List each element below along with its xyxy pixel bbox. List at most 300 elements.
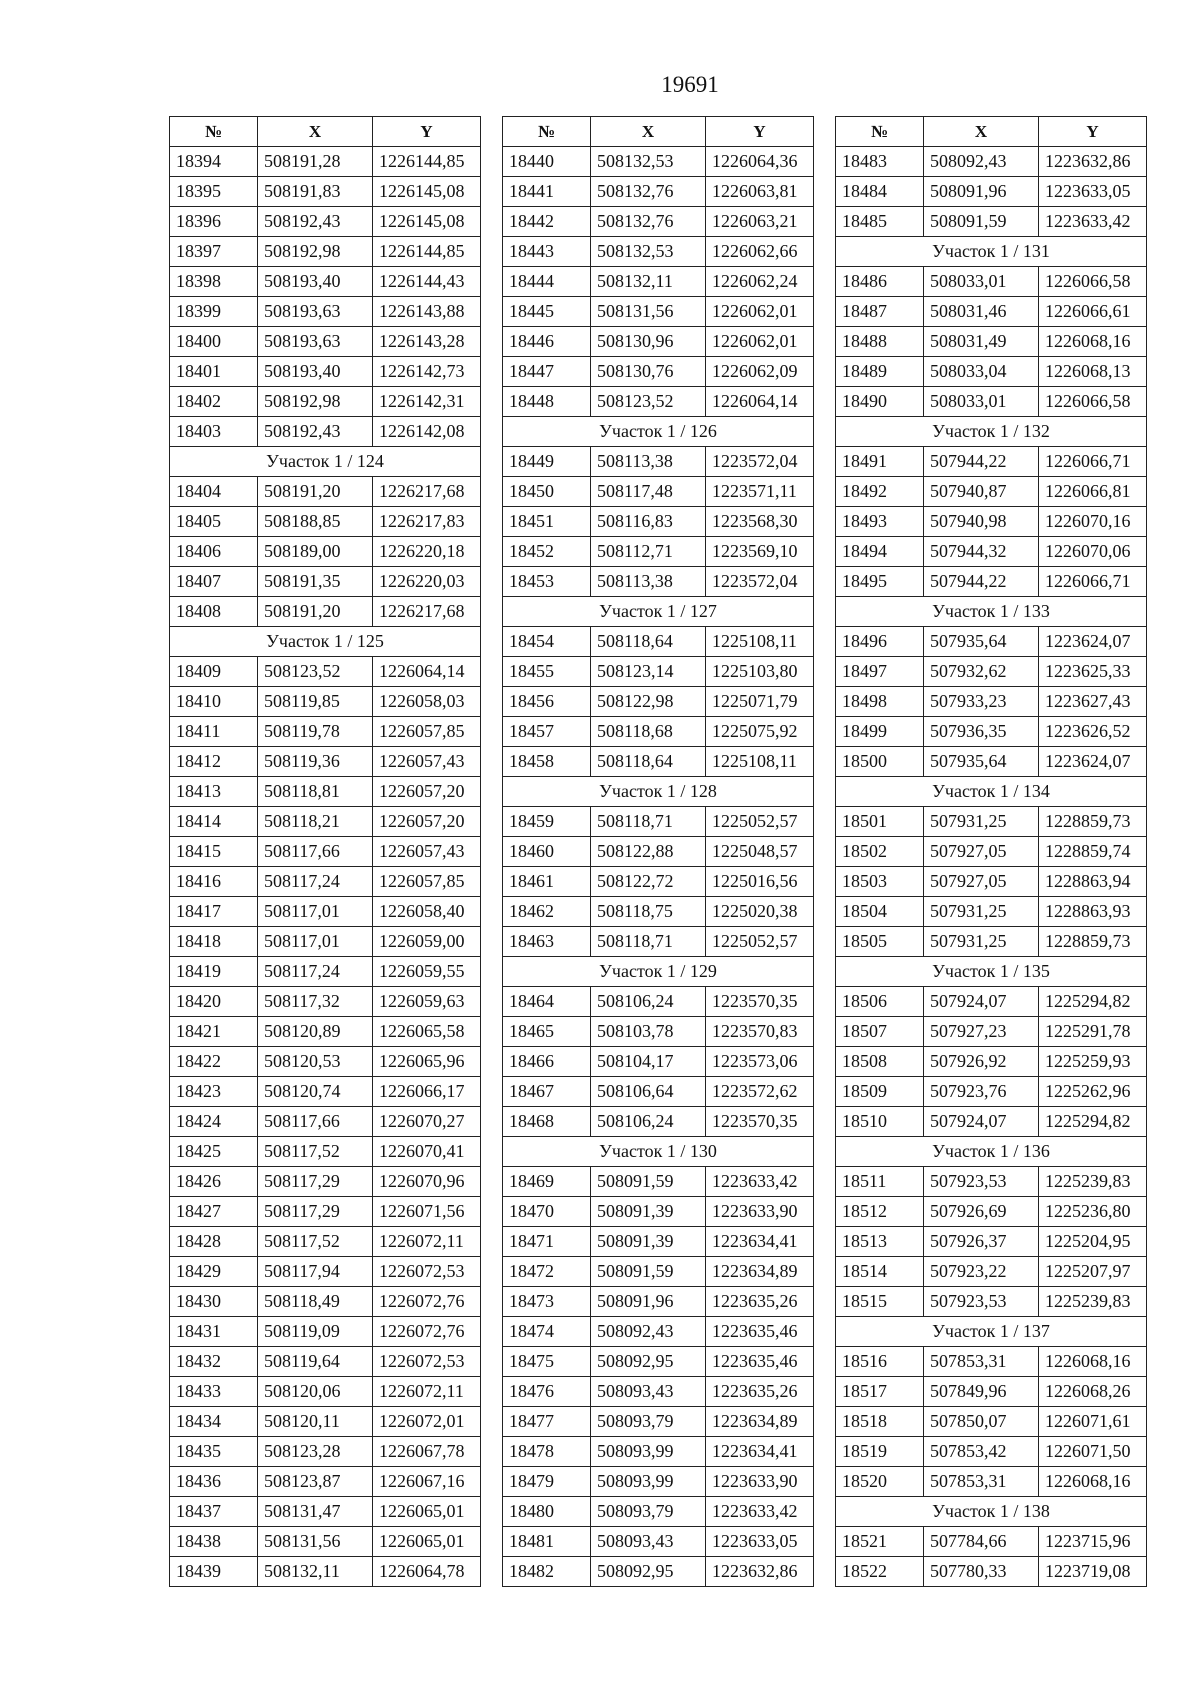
table-row	[170, 1077, 481, 1107]
point-number-cell: 18422	[170, 1047, 258, 1077]
x-coordinate-cell: 508120,06	[258, 1377, 373, 1407]
point-number-cell: 18452	[503, 537, 591, 567]
y-coordinate-cell: 1226070,06	[1039, 537, 1147, 567]
table-row	[170, 1467, 481, 1497]
table-row	[836, 1017, 1147, 1047]
section-row	[503, 1137, 814, 1167]
table-row	[836, 537, 1147, 567]
x-coordinate-cell: 508117,66	[258, 1107, 373, 1137]
point-number-cell: 18457	[503, 717, 591, 747]
point-number-cell: 18411	[170, 717, 258, 747]
table-row	[503, 1107, 814, 1137]
y-coordinate-cell: 1226072,11	[373, 1377, 481, 1407]
x-coordinate-cell: 507927,05	[924, 867, 1039, 897]
y-coordinate-cell: 1226142,31	[373, 387, 481, 417]
x-coordinate-cell: 508106,64	[591, 1077, 706, 1107]
section-row	[170, 447, 481, 477]
point-number-cell: 18432	[170, 1347, 258, 1377]
y-coordinate-cell: 1226063,21	[706, 207, 814, 237]
table-row	[836, 807, 1147, 837]
y-coordinate-cell: 1223626,52	[1039, 717, 1147, 747]
y-coordinate-cell: 1225103,80	[706, 657, 814, 687]
point-number-cell: 18460	[503, 837, 591, 867]
y-coordinate-cell: 1226067,16	[373, 1467, 481, 1497]
point-number-cell: 18481	[503, 1527, 591, 1557]
table-row	[170, 267, 481, 297]
table-header-row	[170, 117, 481, 147]
point-number-cell: 18512	[836, 1197, 924, 1227]
point-number-cell: 18398	[170, 267, 258, 297]
y-coordinate-cell: 1225236,80	[1039, 1197, 1147, 1227]
point-number-cell: 18489	[836, 357, 924, 387]
point-number-cell: 18396	[170, 207, 258, 237]
table-row	[836, 207, 1147, 237]
point-number-cell: 18507	[836, 1017, 924, 1047]
x-coordinate-cell: 508106,24	[591, 1107, 706, 1137]
table-row	[503, 507, 814, 537]
point-number-cell: 18444	[503, 267, 591, 297]
y-coordinate-cell: 1226057,20	[373, 777, 481, 807]
x-coordinate-cell: 507944,22	[924, 447, 1039, 477]
y-coordinate-cell: 1223569,10	[706, 537, 814, 567]
y-coordinate-cell: 1228863,94	[1039, 867, 1147, 897]
x-coordinate-cell: 507932,62	[924, 657, 1039, 687]
point-number-cell: 18450	[503, 477, 591, 507]
header-x: X	[591, 117, 706, 147]
table-row	[503, 1227, 814, 1257]
section-row	[836, 417, 1147, 447]
point-number-cell: 18473	[503, 1287, 591, 1317]
point-number-cell: 18479	[503, 1467, 591, 1497]
table-row	[170, 1527, 481, 1557]
x-coordinate-cell: 508189,00	[258, 537, 373, 567]
y-coordinate-cell: 1223632,86	[1039, 147, 1147, 177]
y-coordinate-cell: 1225262,96	[1039, 1077, 1147, 1107]
x-coordinate-cell: 507927,05	[924, 837, 1039, 867]
y-coordinate-cell: 1223572,04	[706, 567, 814, 597]
y-coordinate-cell: 1225016,56	[706, 867, 814, 897]
point-number-cell: 18513	[836, 1227, 924, 1257]
x-coordinate-cell: 508192,43	[258, 207, 373, 237]
y-coordinate-cell: 1228859,74	[1039, 837, 1147, 867]
point-number-cell: 18408	[170, 597, 258, 627]
table-row	[836, 687, 1147, 717]
y-coordinate-cell: 1223570,83	[706, 1017, 814, 1047]
table-row	[170, 987, 481, 1017]
point-number-cell: 18416	[170, 867, 258, 897]
table-row	[836, 1347, 1147, 1377]
point-number-cell: 18413	[170, 777, 258, 807]
x-coordinate-cell: 508192,98	[258, 387, 373, 417]
y-coordinate-cell: 1226143,88	[373, 297, 481, 327]
table-row	[503, 207, 814, 237]
y-coordinate-cell: 1223570,35	[706, 987, 814, 1017]
table-row	[170, 387, 481, 417]
x-coordinate-cell: 508131,56	[258, 1527, 373, 1557]
point-number-cell: 18521	[836, 1527, 924, 1557]
point-number-cell: 18467	[503, 1077, 591, 1107]
x-coordinate-cell: 508123,52	[258, 657, 373, 687]
table-row	[836, 297, 1147, 327]
table-row	[170, 597, 481, 627]
header-y: Y	[706, 117, 814, 147]
point-number-cell: 18462	[503, 897, 591, 927]
point-number-cell: 18469	[503, 1167, 591, 1197]
table-row	[170, 657, 481, 687]
y-coordinate-cell: 1226066,61	[1039, 297, 1147, 327]
table-row	[503, 807, 814, 837]
x-coordinate-cell: 508193,63	[258, 327, 373, 357]
y-coordinate-cell: 1225052,57	[706, 927, 814, 957]
y-coordinate-cell: 1226057,43	[373, 747, 481, 777]
table-row	[503, 1527, 814, 1557]
y-coordinate-cell: 1228859,73	[1039, 927, 1147, 957]
section-row	[836, 597, 1147, 627]
x-coordinate-cell: 508120,11	[258, 1407, 373, 1437]
x-coordinate-cell: 508092,43	[591, 1317, 706, 1347]
y-coordinate-cell: 1226072,01	[373, 1407, 481, 1437]
table-row	[170, 1557, 481, 1587]
table-row	[836, 627, 1147, 657]
x-coordinate-cell: 508093,43	[591, 1527, 706, 1557]
point-number-cell: 18433	[170, 1377, 258, 1407]
page-number: 19691	[661, 72, 719, 97]
table-row	[170, 1317, 481, 1347]
table-row	[170, 687, 481, 717]
y-coordinate-cell: 1225108,11	[706, 747, 814, 777]
table-row	[503, 1377, 814, 1407]
x-coordinate-cell: 508092,95	[591, 1347, 706, 1377]
x-coordinate-cell: 508120,74	[258, 1077, 373, 1107]
section-title: Участок 1 / 129	[503, 957, 814, 987]
y-coordinate-cell: 1223633,90	[706, 1197, 814, 1227]
x-coordinate-cell: 508191,20	[258, 477, 373, 507]
x-coordinate-cell: 508123,28	[258, 1437, 373, 1467]
point-number-cell: 18509	[836, 1077, 924, 1107]
y-coordinate-cell: 1226064,78	[373, 1557, 481, 1587]
header-x: X	[258, 117, 373, 147]
point-number-cell: 18440	[503, 147, 591, 177]
x-coordinate-cell: 508132,76	[591, 177, 706, 207]
x-coordinate-cell: 507850,07	[924, 1407, 1039, 1437]
point-number-cell: 18518	[836, 1407, 924, 1437]
y-coordinate-cell: 1226058,40	[373, 897, 481, 927]
y-coordinate-cell: 1223634,89	[706, 1407, 814, 1437]
section-title: Участок 1 / 134	[836, 777, 1147, 807]
point-number-cell: 18494	[836, 537, 924, 567]
point-number-cell: 18437	[170, 1497, 258, 1527]
table-row	[836, 1527, 1147, 1557]
section-row	[836, 777, 1147, 807]
point-number-cell: 18465	[503, 1017, 591, 1047]
point-number-cell: 18453	[503, 567, 591, 597]
table-row	[503, 1407, 814, 1437]
y-coordinate-cell: 1223625,33	[1039, 657, 1147, 687]
section-title: Участок 1 / 133	[836, 597, 1147, 627]
y-coordinate-cell: 1223634,41	[706, 1437, 814, 1467]
point-number-cell: 18423	[170, 1077, 258, 1107]
header-number: №	[503, 117, 591, 147]
x-coordinate-cell: 507940,87	[924, 477, 1039, 507]
x-coordinate-cell: 507853,42	[924, 1437, 1039, 1467]
table-row	[170, 777, 481, 807]
point-number-cell: 18442	[503, 207, 591, 237]
point-number-cell: 18466	[503, 1047, 591, 1077]
x-coordinate-cell: 508119,09	[258, 1317, 373, 1347]
y-coordinate-cell: 1223624,07	[1039, 747, 1147, 777]
x-coordinate-cell: 508091,39	[591, 1227, 706, 1257]
point-number-cell: 18482	[503, 1557, 591, 1587]
section-row	[503, 777, 814, 807]
table-row	[503, 1167, 814, 1197]
table-row	[170, 1497, 481, 1527]
y-coordinate-cell: 1225108,11	[706, 627, 814, 657]
point-number-cell: 18503	[836, 867, 924, 897]
point-number-cell: 18418	[170, 927, 258, 957]
y-coordinate-cell: 1225207,97	[1039, 1257, 1147, 1287]
y-coordinate-cell: 1226142,73	[373, 357, 481, 387]
table-row	[836, 747, 1147, 777]
y-coordinate-cell: 1226144,85	[373, 147, 481, 177]
table-row	[170, 957, 481, 987]
x-coordinate-cell: 508104,17	[591, 1047, 706, 1077]
x-coordinate-cell: 508118,75	[591, 897, 706, 927]
x-coordinate-cell: 508033,04	[924, 357, 1039, 387]
table-row	[503, 987, 814, 1017]
table-row	[836, 177, 1147, 207]
x-coordinate-cell: 508091,59	[924, 207, 1039, 237]
x-coordinate-cell: 508122,72	[591, 867, 706, 897]
x-coordinate-cell: 508193,63	[258, 297, 373, 327]
point-number-cell: 18407	[170, 567, 258, 597]
table-row	[836, 147, 1147, 177]
table-row	[503, 1257, 814, 1287]
point-number-cell: 18402	[170, 387, 258, 417]
y-coordinate-cell: 1223572,04	[706, 447, 814, 477]
y-coordinate-cell: 1226066,17	[373, 1077, 481, 1107]
x-coordinate-cell: 508119,36	[258, 747, 373, 777]
x-coordinate-cell: 508117,66	[258, 837, 373, 867]
point-number-cell: 18459	[503, 807, 591, 837]
x-coordinate-cell: 507926,37	[924, 1227, 1039, 1257]
table-row	[170, 297, 481, 327]
point-number-cell: 18470	[503, 1197, 591, 1227]
table-row	[170, 207, 481, 237]
x-coordinate-cell: 508093,43	[591, 1377, 706, 1407]
x-coordinate-cell: 508118,64	[591, 747, 706, 777]
x-coordinate-cell: 508033,01	[924, 267, 1039, 297]
point-number-cell: 18400	[170, 327, 258, 357]
point-number-cell: 18480	[503, 1497, 591, 1527]
point-number-cell: 18463	[503, 927, 591, 957]
table-row	[503, 477, 814, 507]
point-number-cell: 18514	[836, 1257, 924, 1287]
x-coordinate-cell: 508118,81	[258, 777, 373, 807]
point-number-cell: 18517	[836, 1377, 924, 1407]
coordinates-table-1	[169, 116, 481, 1587]
y-coordinate-cell: 1226065,96	[373, 1047, 481, 1077]
table-row	[170, 567, 481, 597]
x-coordinate-cell: 508118,68	[591, 717, 706, 747]
x-coordinate-cell: 508191,83	[258, 177, 373, 207]
point-number-cell: 18488	[836, 327, 924, 357]
y-coordinate-cell: 1226064,14	[373, 657, 481, 687]
table-row	[836, 267, 1147, 297]
x-coordinate-cell: 508092,95	[591, 1557, 706, 1587]
x-coordinate-cell: 508091,39	[591, 1197, 706, 1227]
y-coordinate-cell: 1226145,08	[373, 177, 481, 207]
y-coordinate-cell: 1225048,57	[706, 837, 814, 867]
table-header-row	[836, 117, 1147, 147]
x-coordinate-cell: 508117,01	[258, 897, 373, 927]
table-row	[836, 1197, 1147, 1227]
table-row	[836, 1407, 1147, 1437]
point-number-cell: 18492	[836, 477, 924, 507]
x-coordinate-cell: 507931,25	[924, 927, 1039, 957]
y-coordinate-cell: 1226057,20	[373, 807, 481, 837]
header-y: Y	[373, 117, 481, 147]
x-coordinate-cell: 508033,01	[924, 387, 1039, 417]
x-coordinate-cell: 508117,29	[258, 1167, 373, 1197]
table-row	[170, 1347, 481, 1377]
point-number-cell: 18417	[170, 897, 258, 927]
x-coordinate-cell: 508119,78	[258, 717, 373, 747]
table-row	[170, 1257, 481, 1287]
y-coordinate-cell: 1225259,93	[1039, 1047, 1147, 1077]
y-coordinate-cell: 1225239,83	[1039, 1287, 1147, 1317]
table-row	[503, 327, 814, 357]
x-coordinate-cell: 508091,96	[591, 1287, 706, 1317]
table-row	[170, 1167, 481, 1197]
y-coordinate-cell: 1226066,81	[1039, 477, 1147, 507]
x-coordinate-cell: 507940,98	[924, 507, 1039, 537]
point-number-cell: 18468	[503, 1107, 591, 1137]
table-row	[836, 387, 1147, 417]
section-title: Участок 1 / 132	[836, 417, 1147, 447]
table-row	[503, 1287, 814, 1317]
table-row	[836, 1557, 1147, 1587]
table-row	[170, 1107, 481, 1137]
table-row	[503, 867, 814, 897]
point-number-cell: 18405	[170, 507, 258, 537]
table-row	[836, 657, 1147, 687]
point-number-cell: 18406	[170, 537, 258, 567]
y-coordinate-cell: 1228859,73	[1039, 807, 1147, 837]
point-number-cell: 18431	[170, 1317, 258, 1347]
y-coordinate-cell: 1223572,62	[706, 1077, 814, 1107]
point-number-cell: 18415	[170, 837, 258, 867]
y-coordinate-cell: 1225204,95	[1039, 1227, 1147, 1257]
point-number-cell: 18471	[503, 1227, 591, 1257]
table-row	[503, 1017, 814, 1047]
point-number-cell: 18491	[836, 447, 924, 477]
point-number-cell: 18496	[836, 627, 924, 657]
x-coordinate-cell: 508117,01	[258, 927, 373, 957]
x-coordinate-cell: 508093,99	[591, 1437, 706, 1467]
y-coordinate-cell: 1226059,63	[373, 987, 481, 1017]
table-row	[170, 837, 481, 867]
point-number-cell: 18434	[170, 1407, 258, 1437]
header-x: X	[924, 117, 1039, 147]
y-coordinate-cell: 1226220,18	[373, 537, 481, 567]
table-row	[503, 267, 814, 297]
point-number-cell: 18429	[170, 1257, 258, 1287]
point-number-cell: 18445	[503, 297, 591, 327]
table-row	[836, 1437, 1147, 1467]
x-coordinate-cell: 508118,64	[591, 627, 706, 657]
table-row	[170, 147, 481, 177]
table-row	[503, 447, 814, 477]
y-coordinate-cell: 1226062,01	[706, 327, 814, 357]
y-coordinate-cell: 1223634,41	[706, 1227, 814, 1257]
section-title: Участок 1 / 128	[503, 777, 814, 807]
y-coordinate-cell: 1226062,24	[706, 267, 814, 297]
x-coordinate-cell: 508091,96	[924, 177, 1039, 207]
y-coordinate-cell: 1226068,16	[1039, 1347, 1147, 1377]
point-number-cell: 18499	[836, 717, 924, 747]
point-number-cell: 18476	[503, 1377, 591, 1407]
point-number-cell: 18426	[170, 1167, 258, 1197]
point-number-cell: 18430	[170, 1287, 258, 1317]
point-number-cell: 18472	[503, 1257, 591, 1287]
x-coordinate-cell: 507849,96	[924, 1377, 1039, 1407]
x-coordinate-cell: 508120,53	[258, 1047, 373, 1077]
point-number-cell: 18510	[836, 1107, 924, 1137]
table-row	[503, 147, 814, 177]
table-row	[503, 237, 814, 267]
y-coordinate-cell: 1226072,53	[373, 1257, 481, 1287]
table-row	[170, 1137, 481, 1167]
table-row	[170, 177, 481, 207]
table-row	[503, 567, 814, 597]
table-row	[170, 1047, 481, 1077]
point-number-cell: 18428	[170, 1227, 258, 1257]
x-coordinate-cell: 508191,20	[258, 597, 373, 627]
point-number-cell: 18484	[836, 177, 924, 207]
x-coordinate-cell: 507853,31	[924, 1467, 1039, 1497]
x-coordinate-cell: 507927,23	[924, 1017, 1039, 1047]
point-number-cell: 18404	[170, 477, 258, 507]
point-number-cell: 18477	[503, 1407, 591, 1437]
x-coordinate-cell: 507924,07	[924, 987, 1039, 1017]
table-row	[170, 807, 481, 837]
table-row	[170, 1377, 481, 1407]
y-coordinate-cell: 1225294,82	[1039, 1107, 1147, 1137]
x-coordinate-cell: 507931,25	[924, 807, 1039, 837]
section-title: Участок 1 / 137	[836, 1317, 1147, 1347]
table-row	[503, 717, 814, 747]
table-row	[503, 1317, 814, 1347]
table-row	[503, 1467, 814, 1497]
x-coordinate-cell: 507935,64	[924, 627, 1039, 657]
table-row	[503, 357, 814, 387]
point-number-cell: 18485	[836, 207, 924, 237]
x-coordinate-cell: 508118,71	[591, 807, 706, 837]
table-row	[503, 1047, 814, 1077]
table-row	[170, 717, 481, 747]
table-row	[170, 897, 481, 927]
y-coordinate-cell: 1226143,28	[373, 327, 481, 357]
y-coordinate-cell: 1226063,81	[706, 177, 814, 207]
table-row	[836, 717, 1147, 747]
x-coordinate-cell: 507935,64	[924, 747, 1039, 777]
y-coordinate-cell: 1226142,08	[373, 417, 481, 447]
table-row	[503, 687, 814, 717]
y-coordinate-cell: 1226068,26	[1039, 1377, 1147, 1407]
section-row	[836, 1137, 1147, 1167]
x-coordinate-cell: 508130,96	[591, 327, 706, 357]
table-row	[836, 897, 1147, 927]
